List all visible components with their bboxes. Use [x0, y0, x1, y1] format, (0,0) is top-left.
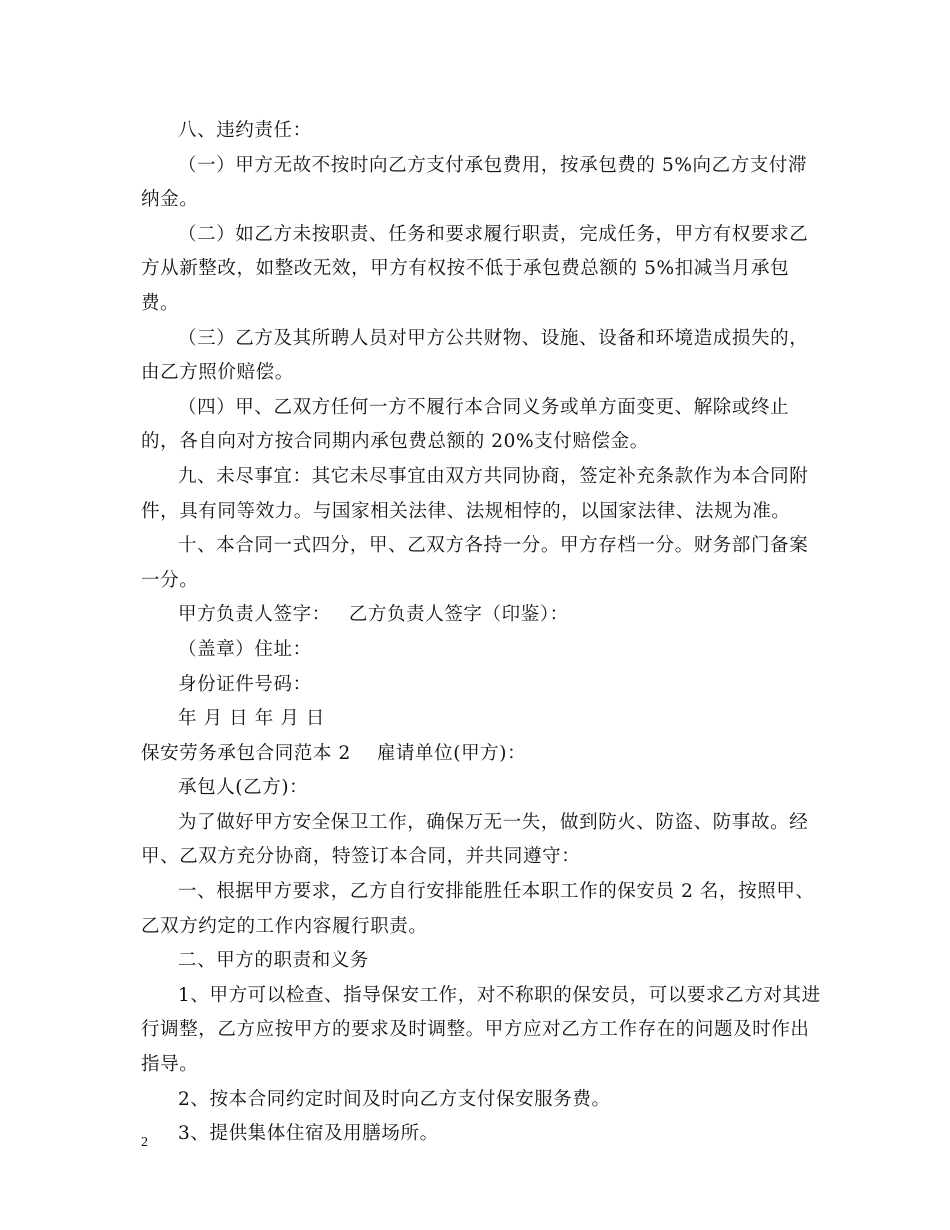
- clause-8-3: （三）乙方及其所聘人员对甲方公共财物、设施、设备和环境造成损失的，由乙方照价赔偿。: [141, 327, 809, 384]
- clause-8-2: （二）如乙方未按职责、任务和要求履行职责，完成任务，甲方有权要求乙方从新整改，如整改无效，甲方有权按不低于承包费总额的 5%扣减当月承包费。: [141, 223, 809, 314]
- party-b-signature-label: 乙方负责人签字（印鉴）：: [348, 604, 569, 626]
- article-2-heading: 二、甲方的职责和义务: [178, 950, 370, 972]
- clause-8-1: （一）甲方无故不按时向乙方支付承包费用，按承包费的 5%向乙方支付滞纳金。: [141, 154, 808, 211]
- article-2-item-1: 1、甲方可以检查、指导保安工作，对不称职的保安员，可以要求乙方对其进行调整，乙方应按甲方的要求及时调整。甲方应对乙方工作存在的问题及时作出指导。: [141, 984, 821, 1076]
- seal-address-line: （盖章）住址：: [178, 638, 312, 660]
- preamble: 为了做好甲方安全保卫工作，确保万无一失，做到防火、防盗、防事故。经甲、乙双方充分协商，特签订本合同，并共同遵守：: [141, 811, 809, 868]
- signature-line: [141, 598, 821, 633]
- template-2-title: 保安劳务承包合同范本 2: [141, 742, 351, 764]
- section-8-heading: 八、违约责任：: [178, 120, 312, 141]
- page-number: 2: [141, 1135, 148, 1150]
- article-2-item-2: 2、按本合同约定时间及时向乙方支付保安服务费。: [178, 1088, 611, 1110]
- date-line: 年 月 日 年 月 日: [178, 708, 326, 730]
- id-number-line: 身份证件号码：: [178, 673, 312, 695]
- party-a-signature-label: 甲方负责人签字：: [178, 604, 331, 626]
- article-2-item-3: 3、提供集体住宿及用膳场所。: [178, 1123, 439, 1145]
- section-9: 九、未尽事宜：其它未尽事宜由双方共同协商，签定补充条款作为本合同附件，具有同等效力。与国家相关法律、法规相悖的，以国家法律、法规为准。: [141, 465, 809, 522]
- section-10: 十、本合同一式四分，甲、乙双方各持一分。甲方存档一分。财务部门备案一分。: [141, 535, 809, 591]
- contract-body: [141, 114, 821, 1152]
- clause-8-4: （四）甲、乙双方任何一方不履行本合同义务或单方面变更、解除或终止的，各自向对方按合同期内承包费总额的 20%支付赔偿金。: [141, 396, 790, 453]
- contractor-label: 承包人(乙方)：: [178, 777, 309, 799]
- article-1: 一、根据甲方要求，乙方自行安排能胜任本职工作的保安员 2 名，按照甲、乙双方约定的工作内容履行职责。: [141, 881, 815, 937]
- employer-label: 雇请单位(甲方)：: [376, 742, 527, 764]
- template-2-title-line: [141, 737, 821, 772]
